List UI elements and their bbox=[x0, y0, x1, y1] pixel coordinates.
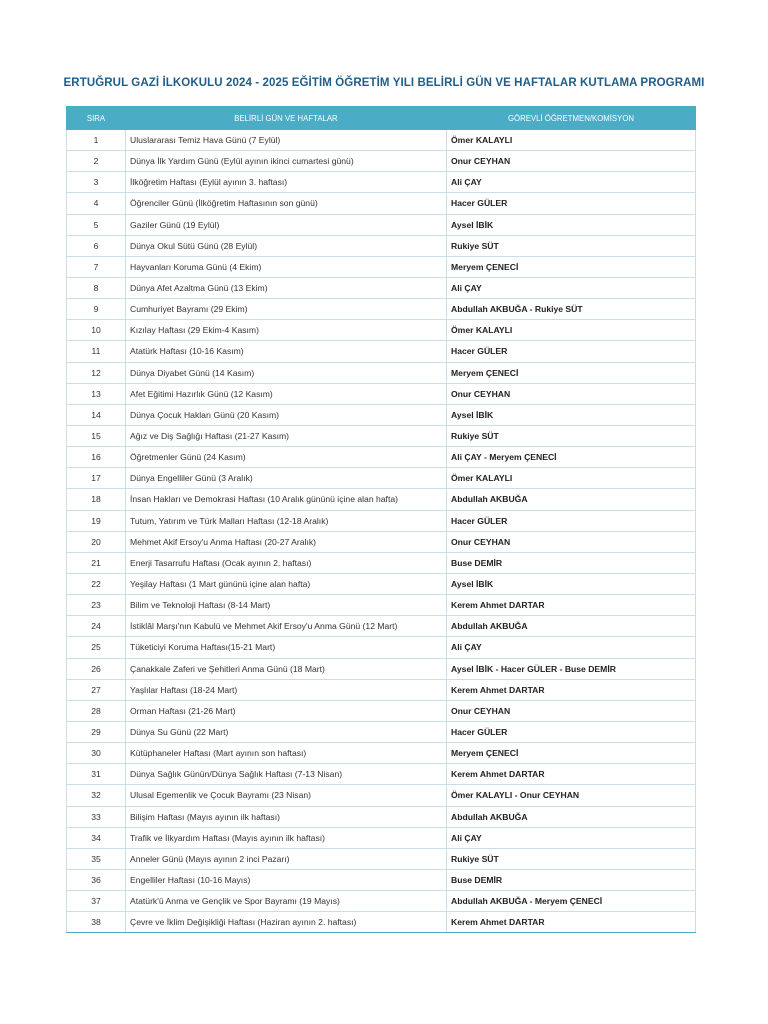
ogretmen-cell: Aysel İBİK bbox=[447, 573, 696, 594]
table-row bbox=[67, 277, 696, 298]
table-row bbox=[67, 573, 696, 594]
gun-cell: Atatürk'ü Anma ve Gençlik ve Spor Bayramı (19 Mayıs) bbox=[126, 891, 447, 912]
table-row bbox=[67, 531, 696, 552]
table-row bbox=[67, 721, 696, 742]
gun-cell: Dünya Afet Azaltma Günü (13 Ekim) bbox=[126, 277, 447, 298]
table-row bbox=[67, 764, 696, 785]
gun-cell: Uluslararası Temiz Hava Günü (7 Eylül) bbox=[126, 130, 447, 151]
gun-cell: Engelliler Haftası (10-16 Mayıs) bbox=[126, 869, 447, 890]
table-row bbox=[67, 299, 696, 320]
ogretmen-cell: Ali ÇAY - Meryem ÇENECİ bbox=[447, 447, 696, 468]
sira-cell: 7 bbox=[67, 256, 126, 277]
sira-cell: 27 bbox=[67, 679, 126, 700]
table-row bbox=[67, 869, 696, 890]
gun-cell: Ulusal Egemenlik ve Çocuk Bayramı (23 Nisan) bbox=[126, 785, 447, 806]
gun-cell: Dünya Çocuk Hakları Günü (20 Kasım) bbox=[126, 404, 447, 425]
table-row bbox=[67, 235, 696, 256]
gun-cell: Çanakkale Zaferi ve Şehitleri Anma Günü (18 Mart) bbox=[126, 658, 447, 679]
sira-cell: 21 bbox=[67, 552, 126, 573]
ogretmen-cell: Aysel İBİK - Hacer GÜLER - Buse DEMİR bbox=[447, 658, 696, 679]
gun-cell: Atatürk Haftası (10-16 Kasım) bbox=[126, 341, 447, 362]
sira-cell: 8 bbox=[67, 277, 126, 298]
table-row bbox=[67, 341, 696, 362]
ogretmen-cell: Kerem Ahmet DARTAR bbox=[447, 679, 696, 700]
document-title: ERTUĞRUL GAZİ İLKOKULU 2024 - 2025 EĞİTİM ÖĞRETİM YILI BELİRLİ GÜN VE HAFTALAR KUTLAMA PROGRAMI bbox=[63, 77, 705, 89]
sira-cell: 2 bbox=[67, 151, 126, 172]
table-row bbox=[67, 616, 696, 637]
sira-cell: 24 bbox=[67, 616, 126, 637]
table-row bbox=[67, 320, 696, 341]
sira-cell: 33 bbox=[67, 806, 126, 827]
gun-cell: Bilişim Haftası (Mayıs ayının ilk haftası) bbox=[126, 806, 447, 827]
ogretmen-cell: Ömer KALAYLI bbox=[447, 468, 696, 489]
gun-cell: İlköğretim Haftası (Eylül ayının 3. haftası) bbox=[126, 172, 447, 193]
ogretmen-cell: Kerem Ahmet DARTAR bbox=[447, 912, 696, 933]
gun-cell: Enerji Tasarrufu Haftası (Ocak ayının 2. haftası) bbox=[126, 552, 447, 573]
table-row bbox=[67, 827, 696, 848]
table-row bbox=[67, 447, 696, 468]
ogretmen-cell: Abdullah AKBUĞA bbox=[447, 616, 696, 637]
ogretmen-cell: Ömer KALAYLI bbox=[447, 320, 696, 341]
sira-cell: 3 bbox=[67, 172, 126, 193]
gun-cell: İstiklâl Marşı'nın Kabulü ve Mehmet Akif Ersoy'u Anma Günü (12 Mart) bbox=[126, 616, 447, 637]
ogretmen-cell: Rukiye SÜT bbox=[447, 235, 696, 256]
table-row bbox=[67, 637, 696, 658]
sira-cell: 15 bbox=[67, 425, 126, 446]
sira-cell: 31 bbox=[67, 764, 126, 785]
sira-cell: 12 bbox=[67, 362, 126, 383]
ogretmen-cell: Buse DEMİR bbox=[447, 552, 696, 573]
ogretmen-cell: Abdullah AKBUĞA - Rukiye SÜT bbox=[447, 299, 696, 320]
table-header bbox=[67, 107, 696, 130]
ogretmen-cell: Meryem ÇENECİ bbox=[447, 256, 696, 277]
sira-cell: 36 bbox=[67, 869, 126, 890]
table-row bbox=[67, 362, 696, 383]
table-row bbox=[67, 383, 696, 404]
gun-cell: Öğrenciler Günü (İlköğretim Haftasının son günü) bbox=[126, 193, 447, 214]
gun-cell: İnsan Hakları ve Demokrasi Haftası (10 Aralık gününü içine alan hafta) bbox=[126, 489, 447, 510]
table-row bbox=[67, 510, 696, 531]
table-row bbox=[67, 595, 696, 616]
table-row bbox=[67, 658, 696, 679]
gun-cell: Dünya Engelliler Günü (3 Aralık) bbox=[126, 468, 447, 489]
sira-cell: 11 bbox=[67, 341, 126, 362]
table-row bbox=[67, 256, 696, 277]
gun-cell: Anneler Günü (Mayıs ayının 2 inci Pazarı) bbox=[126, 848, 447, 869]
ogretmen-cell: Abdullah AKBUĞA bbox=[447, 806, 696, 827]
ogretmen-cell: Hacer GÜLER bbox=[447, 510, 696, 531]
ogretmen-cell: Hacer GÜLER bbox=[447, 721, 696, 742]
sira-cell: 38 bbox=[67, 912, 126, 933]
gun-cell: Tutum, Yatırım ve Türk Malları Haftası (12-18 Aralık) bbox=[126, 510, 447, 531]
sira-cell: 23 bbox=[67, 595, 126, 616]
ogretmen-cell: Onur CEYHAN bbox=[447, 700, 696, 721]
sira-cell: 6 bbox=[67, 235, 126, 256]
sira-cell: 9 bbox=[67, 299, 126, 320]
header-ogretmen: GÖREVLİ ÖĞRETMEN/KOMİSYON bbox=[447, 107, 696, 130]
gun-cell: Trafik ve İlkyardım Haftası (Mayıs ayının ilk haftası) bbox=[126, 827, 447, 848]
sira-cell: 17 bbox=[67, 468, 126, 489]
sira-cell: 13 bbox=[67, 383, 126, 404]
table-row bbox=[67, 806, 696, 827]
sira-cell: 10 bbox=[67, 320, 126, 341]
sira-cell: 14 bbox=[67, 404, 126, 425]
gun-cell: Dünya İlk Yardım Günü (Eylül ayının ikinci cumartesi günü) bbox=[126, 151, 447, 172]
sira-cell: 4 bbox=[67, 193, 126, 214]
table-row bbox=[67, 214, 696, 235]
table-row bbox=[67, 193, 696, 214]
ogretmen-cell: Ali ÇAY bbox=[447, 827, 696, 848]
gun-cell: Afet Eğitimi Hazırlık Günü (12 Kasım) bbox=[126, 383, 447, 404]
ogretmen-cell: Ali ÇAY bbox=[447, 277, 696, 298]
ogretmen-cell: Kerem Ahmet DARTAR bbox=[447, 595, 696, 616]
ogretmen-cell: Abdullah AKBUĞA bbox=[447, 489, 696, 510]
gun-cell: Dünya Diyabet Günü (14 Kasım) bbox=[126, 362, 447, 383]
gun-cell: Yaşlılar Haftası (18-24 Mart) bbox=[126, 679, 447, 700]
gun-cell: Dünya Sağlık Günün/Dünya Sağlık Haftası (7-13 Nisan) bbox=[126, 764, 447, 785]
table-row bbox=[67, 151, 696, 172]
ogretmen-cell: Aysel İBİK bbox=[447, 214, 696, 235]
sira-cell: 26 bbox=[67, 658, 126, 679]
sira-cell: 22 bbox=[67, 573, 126, 594]
gun-cell: Bilim ve Teknoloji Haftası (8-14 Mart) bbox=[126, 595, 447, 616]
ogretmen-cell: Kerem Ahmet DARTAR bbox=[447, 764, 696, 785]
sira-cell: 20 bbox=[67, 531, 126, 552]
table-row bbox=[67, 130, 696, 151]
sira-cell: 32 bbox=[67, 785, 126, 806]
table-row bbox=[67, 404, 696, 425]
gun-cell: Orman Haftası (21-26 Mart) bbox=[126, 700, 447, 721]
ogretmen-cell: Onur CEYHAN bbox=[447, 531, 696, 552]
header-row bbox=[67, 107, 696, 130]
sira-cell: 18 bbox=[67, 489, 126, 510]
ogretmen-cell: Aysel İBİK bbox=[447, 404, 696, 425]
sira-cell: 28 bbox=[67, 700, 126, 721]
table-body bbox=[67, 130, 696, 933]
sira-cell: 35 bbox=[67, 848, 126, 869]
ogretmen-cell: Ömer KALAYLI bbox=[447, 130, 696, 151]
ogretmen-cell: Meryem ÇENECİ bbox=[447, 362, 696, 383]
table-row bbox=[67, 172, 696, 193]
sira-cell: 25 bbox=[67, 637, 126, 658]
table-row bbox=[67, 785, 696, 806]
table-row bbox=[67, 489, 696, 510]
ogretmen-cell: Ömer KALAYLI - Onur CEYHAN bbox=[447, 785, 696, 806]
gun-cell: Öğretmenler Günü (24 Kasım) bbox=[126, 447, 447, 468]
gun-cell: Ağız ve Diş Sağlığı Haftası (21-27 Kasım) bbox=[126, 425, 447, 446]
sira-cell: 37 bbox=[67, 891, 126, 912]
table-row bbox=[67, 552, 696, 573]
sira-cell: 30 bbox=[67, 743, 126, 764]
ogretmen-cell: Onur CEYHAN bbox=[447, 383, 696, 404]
ogretmen-cell: Ali ÇAY bbox=[447, 172, 696, 193]
table-row bbox=[67, 468, 696, 489]
sira-cell: 19 bbox=[67, 510, 126, 531]
gun-cell: Tüketiciyi Koruma Haftası(15-21 Mart) bbox=[126, 637, 447, 658]
ogretmen-cell: Rukiye SÜT bbox=[447, 848, 696, 869]
table-row bbox=[67, 848, 696, 869]
ogretmen-cell: Rukiye SÜT bbox=[447, 425, 696, 446]
ogretmen-cell: Abdullah AKBUĞA - Meryem ÇENECİ bbox=[447, 891, 696, 912]
gun-cell: Cumhuriyet Bayramı (29 Ekim) bbox=[126, 299, 447, 320]
sira-cell: 1 bbox=[67, 130, 126, 151]
gun-cell: Kütüphaneler Haftası (Mart ayının son haftası) bbox=[126, 743, 447, 764]
gun-cell: Hayvanları Koruma Günü (4 Ekim) bbox=[126, 256, 447, 277]
gun-cell: Yeşilay Haftası (1 Mart gününü içine alan hafta) bbox=[126, 573, 447, 594]
program-table bbox=[66, 106, 696, 933]
gun-cell: Gaziler Günü (19 Eylül) bbox=[126, 214, 447, 235]
table-row bbox=[67, 700, 696, 721]
sira-cell: 5 bbox=[67, 214, 126, 235]
table-row bbox=[67, 425, 696, 446]
ogretmen-cell: Onur CEYHAN bbox=[447, 151, 696, 172]
ogretmen-cell: Hacer GÜLER bbox=[447, 193, 696, 214]
sira-cell: 29 bbox=[67, 721, 126, 742]
table-row bbox=[67, 679, 696, 700]
header-gun: BELİRLİ GÜN VE HAFTALAR bbox=[126, 107, 447, 130]
ogretmen-cell: Buse DEMİR bbox=[447, 869, 696, 890]
gun-cell: Mehmet Akif Ersoy'u Anma Haftası (20-27 Aralık) bbox=[126, 531, 447, 552]
table-row bbox=[67, 912, 696, 933]
gun-cell: Çevre ve İklim Değişikliği Haftası (Haziran ayının 2. haftası) bbox=[126, 912, 447, 933]
header-sira: SIRA bbox=[67, 107, 126, 130]
gun-cell: Dünya Okul Sütü Günü (28 Eylül) bbox=[126, 235, 447, 256]
gun-cell: Kızılay Haftası (29 Ekim-4 Kasım) bbox=[126, 320, 447, 341]
ogretmen-cell: Ali ÇAY bbox=[447, 637, 696, 658]
ogretmen-cell: Hacer GÜLER bbox=[447, 341, 696, 362]
sira-cell: 34 bbox=[67, 827, 126, 848]
table-row bbox=[67, 891, 696, 912]
ogretmen-cell: Meryem ÇENECİ bbox=[447, 743, 696, 764]
sira-cell: 16 bbox=[67, 447, 126, 468]
table-row bbox=[67, 743, 696, 764]
gun-cell: Dünya Su Günü (22 Mart) bbox=[126, 721, 447, 742]
